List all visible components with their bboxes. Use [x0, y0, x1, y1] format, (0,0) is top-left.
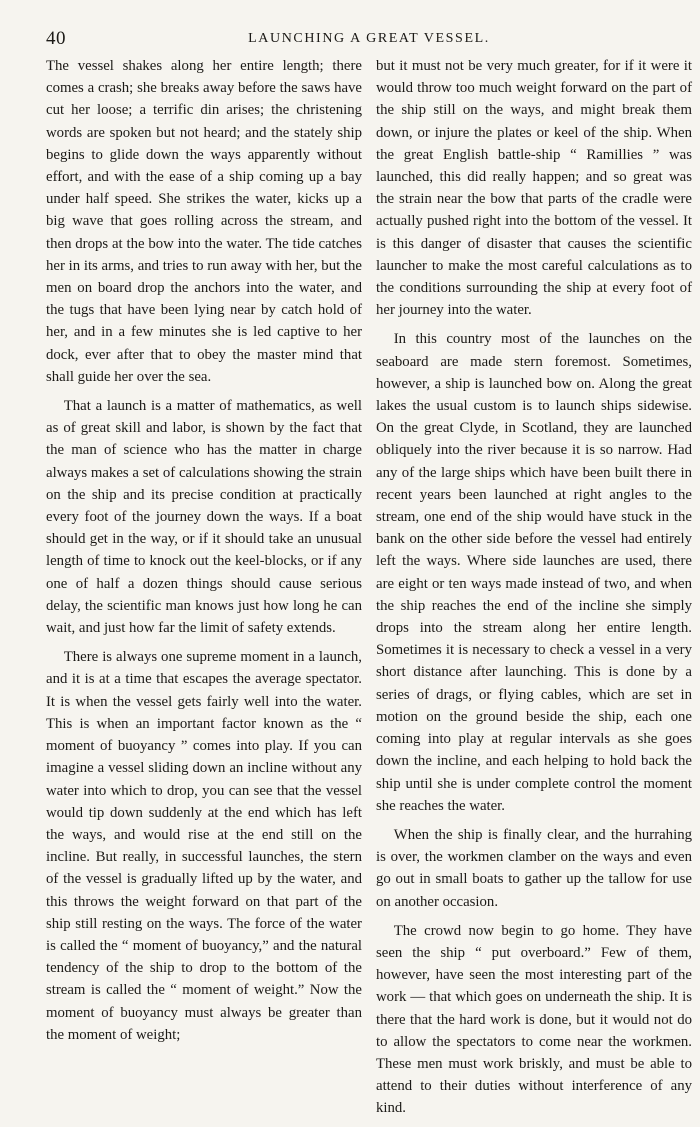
- right-column: [376, 55, 692, 1127]
- paragraph: The vessel shakes along her entire length; there comes a crash; she breaks away before the saws have cut her loose; a terrific din arises; the christening words are spoken but not heard; and the stately ship begins to glide down the ways apparently without effort, and with the ease of a ship coming up a bay under half speed. She strikes the water, kicks up a big wave that goes rolling across the stream, and then drops at the bow into the water. The tide catches her in its arms, and tries to run away with her, but the men on board drop the anchors into the water, and the tugs that have been lying near by catch hold of her, and in a few minutes she is led captive to her dock, ever after that to obey the master mind that shall guide her over the sea.: [46, 58, 362, 385]
- paragraph: In this country most of the launches on the seaboard are made stern foremost. Sometimes, however, a ship is launched bow on. Along the great lakes the usual custom is to launch ships sidewise. On the great Clyde, in Scotland, they are launched obliquely into the river because it is so narrow. Had any of the large ships which have been built there in recent years been launched at right angles to the stream, one end of the ship would have stuck in the bank on the other side before the vessel had entirely left the ways. Where side launches are used, there are eight or ten ways made instead of two, and when the ship reaches the end of the incline she simply drops into the stream along her entire length. Sometimes it is necessary to check a vessel in a very short distance after launching. This is done by a series of drags, or flying cables, which are set in motion on the ground beside the ship, each one coming into play at regular intervals as she goes down the incline, and each helping to hold back the ship until she is under complete control the moment she reaches the water.: [376, 331, 692, 814]
- page-number: 40: [46, 28, 66, 49]
- paragraph: The crowd now begin to go home. They have seen the ship “ put overboard.” Few of them, however, have seen the most interesting part of the work — that which goes on underneath the ship. It is there that the hard work is done, but it would not do to allow the spectators to come near the workmen. These men must work briskly, and must be able to attend to their duties without interference of any kind.: [376, 922, 692, 1117]
- paragraph: When the ship is finally clear, and the hurrahing is over, the workmen clamber on the ways and even go out in small boats to gather up the tallow for use on another occasion.: [376, 826, 692, 910]
- paragraph: There is always one supreme moment in a launch, and it is at a time that escapes the average spectator. It is when the vessel gets fairly well into the water. This is when an important factor known as the “ moment of buoyancy ” comes into play. If you can imagine a vessel sliding down an incline without any water into which to drop, you can see that the vessel would tip down suddenly at the end which has left the ways, and would rise at the end still on the incline. But really, in successful launches, the stern of the vessel is gradually lifted up by the water, and this throws the weight forward on that part of the ship still resting on the ways. The force of the water is called the “ moment of buoyancy,” and the natural tendency of the ship to drop to the bottom of the stream is called the “ moment of weight.” Now the moment of buoyancy must always be greater than the moment of weight;: [46, 649, 362, 1043]
- paragraph: That a launch is a matter of mathematics, as well as of great skill and labor, is shown by the fact that the man of science who has the matter in charge always makes a set of calculations showing the strain on the ship and its precise condition at practically every foot of the journey down the ways. If a boat should get in the way, or if it should take an unusual length of time to knock out the keel-blocks, or if any one of half a dozen things should cause serious delay, the scientific man knows just how long he can wait, and just how far the limit of safety extends.: [46, 398, 362, 637]
- left-column: [46, 55, 362, 1127]
- paragraph: but it must not be very much greater, for if it were it would throw too much weight forward on the part of the ship still on the ways, and might break them down, or injure the plates or keel of the ship. When the great English battle-ship “ Ramillies ” was launched, this did really happen; and so great was the strain near the bow that parts of the cradle were actually pushed right into the bottom of the vessel. It is this danger of disaster that causes the scientific launcher to make the most careful calculations as to the conditions surrounding the ship at every foot of her journey into the water.: [376, 58, 692, 319]
- running-head: LAUNCHING A GREAT VESSEL.: [248, 31, 490, 46]
- page-header: [46, 28, 692, 48]
- text-columns: [46, 55, 692, 1127]
